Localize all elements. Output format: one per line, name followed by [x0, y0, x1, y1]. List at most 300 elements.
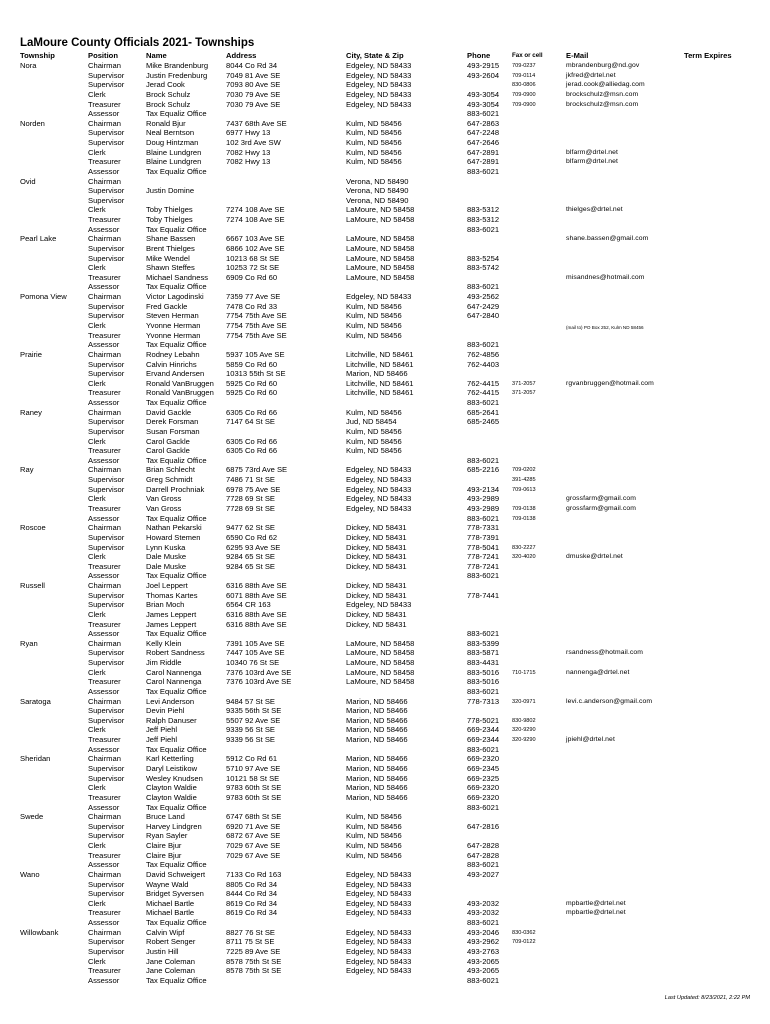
phone-cell: 883-5254 — [467, 253, 500, 263]
address-cell: 8044 Co Rd 34 — [226, 61, 278, 70]
city-cell: Kulm, ND 58456 — [346, 128, 402, 138]
official-name-cell: Brian Schlecht — [146, 465, 195, 475]
email-cell: nannenga@drtel.net — [566, 668, 630, 676]
phone-cell: 778-7241 — [467, 552, 500, 562]
official-name-cell: Tax Equaliz Office — [146, 571, 207, 581]
official-name-cell: Tax Equaliz Office — [146, 109, 207, 119]
official-name-cell: Jeff Piehl — [146, 725, 178, 735]
official-name-cell: Tax Equaliz Office — [146, 918, 207, 928]
position-cell: Supervisor — [88, 946, 125, 956]
position-cell: Treasurer — [88, 677, 121, 687]
fax-cell: 371-2057 — [512, 380, 536, 387]
official-name-cell: Calvin Wipf — [146, 927, 185, 937]
city-cell: Kulm, ND 58456 — [346, 147, 402, 157]
official-name-cell: Shawn Steffes — [146, 263, 195, 273]
phone-cell: 883-5016 — [467, 677, 500, 687]
phone-cell: 778-7331 — [467, 523, 500, 533]
position-cell: Chairman — [88, 638, 121, 648]
city-cell: LaMoure, ND 58458 — [346, 253, 415, 263]
email-cell: rsandness@hotmail.com — [566, 649, 643, 657]
phone-cell: 778-5041 — [467, 542, 500, 552]
phone-cell: 762-4403 — [467, 359, 500, 369]
address-cell: 7274 108 Ave SE — [226, 215, 285, 225]
city-cell: LaMoure, ND 58458 — [346, 658, 415, 668]
city-cell: Marion, ND 58466 — [346, 754, 408, 764]
official-name-cell: James Leppert — [146, 609, 197, 619]
official-name-cell: Tax Equaliz Office — [146, 802, 207, 812]
address-cell: 102 3rd Ave SW — [226, 138, 281, 148]
fax-cell: 709-0122 — [512, 939, 536, 946]
address-cell: 5859 Co Rd 60 — [226, 359, 278, 369]
phone-cell: 647-2863 — [467, 118, 500, 128]
official-name-cell: Wesley Knudsen — [146, 773, 203, 783]
official-name-cell: Greg Schmidt — [146, 475, 193, 485]
city-cell: Litchville, ND 58461 — [346, 388, 414, 398]
official-name-cell: Brock Schulz — [146, 99, 191, 109]
city-cell: Edgeley, ND 58433 — [346, 869, 412, 879]
official-name-cell: Jane Coleman — [146, 956, 195, 966]
position-cell: Clerk — [88, 552, 106, 562]
address-cell: 7376 103rd Ave SE — [226, 677, 292, 687]
official-name-cell: Susan Forsman — [146, 426, 200, 436]
position-cell: Assessor — [88, 398, 120, 408]
fax-cell: 709-0202 — [512, 467, 536, 474]
position-cell: Supervisor — [88, 590, 125, 600]
position-cell: Treasurer — [88, 272, 121, 282]
position-cell: Assessor — [88, 629, 120, 639]
position-cell: Supervisor — [88, 311, 125, 321]
phone-cell: 883-6021 — [467, 860, 500, 870]
phone-cell: 883-5399 — [467, 638, 500, 648]
position-cell: Treasurer — [88, 850, 121, 860]
city-cell: Marion, ND 58466 — [346, 706, 408, 716]
position-cell: Clerk — [88, 956, 106, 966]
position-cell: Chairman — [88, 696, 121, 706]
phone-cell: 883-6021 — [467, 166, 500, 176]
official-name-cell: Shane Bassen — [146, 234, 196, 244]
address-cell: 10253 72 St SE — [226, 263, 280, 273]
position-cell: Supervisor — [88, 186, 125, 196]
official-name-cell: Lynn Kuska — [146, 542, 186, 552]
email-cell: mpbartle@drtel.net — [566, 899, 626, 907]
position-cell: Treasurer — [88, 388, 121, 398]
position-cell: Assessor — [88, 918, 120, 928]
position-cell: Clerk — [88, 609, 106, 619]
city-cell: Kulm, ND 58456 — [346, 330, 402, 340]
position-cell: Assessor — [88, 282, 120, 292]
phone-cell: 493-2604 — [467, 70, 500, 80]
official-name-cell: Tax Equaliz Office — [146, 629, 207, 639]
address-cell: 9284 65 St SE — [226, 552, 275, 562]
official-name-cell: David Gackle — [146, 407, 192, 417]
phone-cell: 493-2065 — [467, 956, 500, 966]
position-cell: Assessor — [88, 109, 120, 119]
address-cell: 7728 69 St SE — [226, 503, 275, 513]
email-cell: thielges@drtel.net — [566, 206, 623, 214]
phone-cell: 778-7241 — [467, 561, 500, 571]
address-cell: 6316 88th Ave SE — [226, 619, 287, 629]
official-name-cell: Brock Schulz — [146, 89, 191, 99]
official-name-cell: Neal Berntson — [146, 128, 195, 138]
city-cell: LaMoure, ND 58458 — [346, 272, 415, 282]
address-cell: 8444 Co Rd 34 — [226, 889, 278, 899]
official-name-cell: Harvey Lindgren — [146, 821, 202, 831]
address-cell: 7030 79 Ave SE — [226, 89, 281, 99]
address-cell: 6978 75 Ave SE — [226, 484, 281, 494]
position-cell: Clerk — [88, 205, 106, 215]
phone-cell: 883-6021 — [467, 224, 500, 234]
email-cell: blfarm@drtel.net — [566, 148, 618, 156]
phone-cell: 493-3054 — [467, 99, 500, 109]
phone-cell: 493-2989 — [467, 494, 500, 504]
phone-cell: 669-2344 — [467, 725, 500, 735]
phone-cell: 883-6021 — [467, 975, 500, 985]
address-cell: 7093 80 Ave SE — [226, 80, 281, 90]
official-name-cell: Dale Muske — [146, 552, 187, 562]
position-cell: Treasurer — [88, 99, 121, 109]
official-name-cell: Tax Equaliz Office — [146, 398, 207, 408]
address-cell: 8805 Co Rd 34 — [226, 879, 278, 889]
address-cell: 7447 105 Ave SE — [226, 648, 285, 658]
official-name-cell: Kelly Klein — [146, 638, 182, 648]
position-cell: Chairman — [88, 581, 121, 591]
city-cell: Edgeley, ND 58433 — [346, 966, 412, 976]
official-name-cell: Michael Bartle — [146, 908, 195, 918]
official-name-cell: Van Gross — [146, 494, 182, 504]
position-cell: Assessor — [88, 802, 120, 812]
address-cell: 6305 Co Rd 66 — [226, 407, 278, 417]
address-cell: 7029 67 Ave SE — [226, 841, 281, 851]
city-cell: Marion, ND 58466 — [346, 773, 408, 783]
email-cell: levi.c.anderson@gmail.com — [566, 697, 653, 705]
position-cell: Supervisor — [88, 773, 125, 783]
address-cell: 6305 Co Rd 66 — [226, 436, 278, 446]
official-name-cell: Daryl Leistikow — [146, 763, 198, 773]
official-name-cell: Michael Bartle — [146, 898, 195, 908]
col-header-fax: Fax or cell — [512, 52, 543, 59]
phone-cell: 883-6021 — [467, 455, 500, 465]
township-name: Roscoe — [20, 523, 46, 533]
official-name-cell: Tax Equaliz Office — [146, 860, 207, 870]
address-cell: 7030 79 Ave SE — [226, 99, 281, 109]
address-cell: 6875 73rd Ave SE — [226, 465, 288, 475]
fax-cell: 320-4020 — [512, 554, 536, 561]
township-name: Nora — [20, 61, 37, 70]
position-cell: Treasurer — [88, 157, 121, 167]
official-name-cell: Michael Sandness — [146, 272, 209, 282]
official-name-cell: Nathan Pekarski — [146, 523, 202, 533]
city-cell: Edgeley, ND 58433 — [346, 99, 412, 109]
city-cell: Kulm, ND 58456 — [346, 407, 402, 417]
phone-cell: 493-2065 — [467, 966, 500, 976]
township-name: Sheridan — [20, 754, 51, 764]
position-cell: Clerk — [88, 321, 106, 330]
position-cell: Supervisor — [88, 937, 125, 947]
official-name-cell: Tax Equaliz Office — [146, 166, 207, 176]
phone-cell: 883-5312 — [467, 205, 500, 215]
township-name: Ryan — [20, 638, 38, 648]
city-cell: Kulm, ND 58456 — [346, 426, 402, 436]
address-cell: 9477 62 St SE — [226, 523, 275, 533]
city-cell: Litchville, ND 58461 — [346, 378, 414, 388]
email-cell: rgvanbruggen@hotmail.com — [566, 379, 654, 387]
official-name-cell: Rodney Lebahn — [146, 349, 200, 359]
address-cell: 6316 88th Ave SE — [226, 581, 287, 591]
fax-cell: 709-0900 — [512, 91, 536, 98]
position-cell: Clerk — [88, 898, 106, 908]
city-cell: Kulm, ND 58456 — [346, 301, 402, 311]
official-name-cell: Jane Coleman — [146, 966, 195, 976]
phone-cell: 883-6021 — [467, 282, 500, 292]
position-cell: Supervisor — [88, 128, 125, 138]
address-cell: 6747 68th St SE — [226, 812, 282, 822]
address-cell: 8578 75th St SE — [226, 966, 282, 976]
position-cell: Chairman — [88, 812, 121, 822]
official-name-cell: Justin Domine — [146, 186, 195, 196]
email-cell: grossfarm@gmail.com — [566, 504, 636, 512]
city-cell: LaMoure, ND 58458 — [346, 243, 415, 253]
city-cell: Edgeley, ND 58433 — [346, 908, 412, 918]
address-cell: 8711 75 St SE — [226, 937, 275, 947]
position-cell: Assessor — [88, 513, 120, 523]
fax-cell: 391-4285 — [512, 477, 536, 484]
address-cell: 10340 76 St SE — [226, 658, 280, 668]
position-cell: Supervisor — [88, 706, 125, 716]
official-name-cell: Blaine Lundgren — [146, 147, 202, 157]
position-cell: Chairman — [88, 927, 121, 937]
city-cell: Dickey, ND 58431 — [346, 523, 407, 533]
fax-cell: 371-2057 — [512, 390, 536, 397]
email-cell: brockschulz@msn.com — [566, 100, 639, 108]
address-cell: 9783 60th St SE — [226, 792, 282, 802]
official-name-cell: Robert Senger — [146, 937, 196, 947]
official-name-cell: Carol Nannenga — [146, 677, 202, 687]
official-name-cell: Claire Bjur — [146, 850, 182, 860]
phone-cell: 883-6021 — [467, 918, 500, 928]
official-name-cell: Wayne Wald — [146, 879, 189, 889]
address-cell: 6866 102 Ave SE — [226, 243, 285, 253]
city-cell: Edgeley, ND 58433 — [346, 465, 412, 475]
official-name-cell: Justin Fredenburg — [146, 70, 208, 80]
city-cell: LaMoure, ND 58458 — [346, 263, 415, 273]
official-name-cell: Thomas Kartes — [146, 590, 198, 600]
phone-cell: 883-6021 — [467, 629, 500, 639]
city-cell: Edgeley, ND 58433 — [346, 946, 412, 956]
city-cell: Marion, ND 58466 — [346, 783, 408, 793]
position-cell: Treasurer — [88, 966, 121, 976]
city-cell: LaMoure, ND 58458 — [346, 215, 415, 225]
city-cell: Marion, ND 58466 — [346, 696, 408, 706]
address-cell: 5507 92 Ave SE — [226, 715, 281, 725]
official-name-cell: Clayton Waldie — [146, 792, 197, 802]
email-cell: (mail to) PO Box 252, Kulm ND 58456 — [566, 325, 644, 330]
official-name-cell: Karl Ketterling — [146, 754, 194, 764]
address-cell: 5925 Co Rd 60 — [226, 388, 278, 398]
city-cell: Verona, ND 58490 — [346, 195, 409, 205]
city-cell: Marion, ND 58466 — [346, 725, 408, 735]
position-cell: Clerk — [88, 263, 106, 273]
position-cell: Supervisor — [88, 417, 125, 427]
position-cell: Supervisor — [88, 532, 125, 542]
fax-cell: 320-9290 — [512, 737, 536, 744]
phone-cell: 778-5021 — [467, 715, 500, 725]
official-name-cell: Derek Forsman — [146, 417, 199, 427]
phone-cell: 778-7441 — [467, 590, 500, 600]
position-cell: Clerk — [88, 841, 106, 851]
position-cell: Supervisor — [88, 369, 125, 379]
address-cell: 6305 Co Rd 66 — [226, 446, 278, 456]
position-cell: Supervisor — [88, 879, 125, 889]
email-cell: mpbartle@drtel.net — [566, 909, 626, 917]
address-cell: 9284 65 St SE — [226, 561, 275, 571]
col-header-phone: Phone — [467, 51, 491, 60]
email-cell: jkfred@drtel.net — [566, 71, 616, 79]
city-cell: Jud, ND 58454 — [346, 417, 397, 427]
position-cell: Supervisor — [88, 831, 125, 841]
position-cell: Clerk — [88, 89, 106, 99]
email-cell: grossfarm@gmail.com — [566, 495, 636, 503]
township-name: Norden — [20, 118, 45, 128]
official-name-cell: Tax Equaliz Office — [146, 975, 207, 985]
township-name: Prairie — [20, 349, 42, 359]
township-name: Pomona View — [20, 292, 67, 302]
official-name-cell: Brent Thielges — [146, 243, 195, 253]
position-cell: Assessor — [88, 455, 120, 465]
official-name-cell: Carol Gackle — [146, 446, 190, 456]
position-cell: Treasurer — [88, 561, 121, 571]
official-name-cell: Howard Stemen — [146, 532, 201, 542]
official-name-cell: Carol Gackle — [146, 436, 190, 446]
city-cell: Dickey, ND 58431 — [346, 542, 407, 552]
official-name-cell: Joel Leppert — [146, 581, 188, 591]
city-cell: Edgeley, ND 58433 — [346, 937, 412, 947]
official-name-cell: Yvonne Herman — [146, 321, 201, 330]
fax-cell: 320-0971 — [512, 698, 536, 705]
phone-cell: 493-2962 — [467, 937, 500, 947]
address-cell: 7225 89 Ave SE — [226, 946, 281, 956]
phone-cell: 493-2134 — [467, 484, 500, 494]
address-cell: 6909 Co Rd 60 — [226, 272, 278, 282]
position-cell: Treasurer — [88, 619, 121, 629]
phone-cell: 493-3054 — [467, 89, 500, 99]
position-cell: Assessor — [88, 224, 120, 234]
official-name-cell: Carol Nannenga — [146, 667, 202, 677]
city-cell: Kulm, ND 58456 — [346, 446, 402, 456]
city-cell: LaMoure, ND 58458 — [346, 205, 415, 215]
official-name-cell: Toby Thielges — [146, 205, 193, 215]
city-cell: Edgeley, ND 58433 — [346, 889, 412, 899]
township-name: Ray — [20, 465, 34, 475]
official-name-cell: David Schweigert — [146, 869, 206, 879]
phone-cell: 669-2320 — [467, 792, 500, 802]
city-cell: Kulm, ND 58456 — [346, 321, 402, 330]
phone-cell: 647-2891 — [467, 147, 500, 157]
city-cell: Litchville, ND 58461 — [346, 359, 414, 369]
fax-cell: 709-0613 — [512, 486, 536, 493]
city-cell: Dickey, ND 58431 — [346, 609, 407, 619]
address-cell: 5937 105 Ave SE — [226, 349, 285, 359]
city-cell: Kulm, ND 58456 — [346, 841, 402, 851]
phone-cell: 685-2465 — [467, 417, 500, 427]
official-name-cell: Doug Hintzman — [146, 138, 199, 148]
phone-cell: 493-2763 — [467, 946, 500, 956]
phone-cell: 883-4431 — [467, 658, 500, 668]
position-cell: Treasurer — [88, 908, 121, 918]
position-cell: Supervisor — [88, 889, 125, 899]
position-cell: Assessor — [88, 166, 120, 176]
address-cell: 7728 69 St SE — [226, 494, 275, 504]
address-cell: 5710 97 Ave SE — [226, 763, 281, 773]
address-cell: 7029 67 Ave SE — [226, 850, 281, 860]
address-cell: 6564 CR 163 — [226, 600, 271, 610]
address-cell: 9339 56 St SE — [226, 735, 275, 745]
position-cell: Supervisor — [88, 301, 125, 311]
position-cell: Clerk — [88, 494, 106, 504]
position-cell: Treasurer — [88, 446, 121, 456]
phone-cell: 647-2828 — [467, 850, 500, 860]
position-cell: Assessor — [88, 975, 120, 985]
position-cell: Chairman — [88, 407, 121, 417]
city-cell: Dickey, ND 58431 — [346, 532, 407, 542]
city-cell: Kulm, ND 58456 — [346, 812, 402, 822]
township-name: Pearl Lake — [20, 234, 57, 244]
position-cell: Chairman — [88, 234, 121, 244]
official-name-cell: Tax Equaliz Office — [146, 455, 207, 465]
address-cell: 7082 Hwy 13 — [226, 157, 271, 167]
phone-cell: 778-7313 — [467, 696, 500, 706]
address-cell: 6316 88th Ave SE — [226, 609, 287, 619]
position-cell: Supervisor — [88, 763, 125, 773]
city-cell: Edgeley, ND 58433 — [346, 956, 412, 966]
email-cell: jpiehl@drtel.net — [566, 736, 615, 744]
position-cell: Supervisor — [88, 426, 125, 436]
city-cell: Edgeley, ND 58433 — [346, 503, 412, 513]
position-cell: Treasurer — [88, 792, 121, 802]
address-cell: 7147 64 St SE — [226, 417, 275, 427]
township-name: Ovid — [20, 176, 36, 186]
position-cell: Chairman — [88, 869, 121, 879]
official-name-cell: Tax Equaliz Office — [146, 513, 207, 523]
address-cell: 6872 67 Ave SE — [226, 831, 281, 841]
phone-cell: 669-2345 — [467, 763, 500, 773]
city-cell: Edgeley, ND 58433 — [346, 494, 412, 504]
address-cell: 6071 88th Ave SE — [226, 590, 287, 600]
phone-cell: 647-2816 — [467, 821, 500, 831]
position-cell: Treasurer — [88, 330, 121, 340]
position-cell: Clerk — [88, 436, 106, 446]
phone-cell: 762-4415 — [467, 378, 500, 388]
position-cell: Supervisor — [88, 253, 125, 263]
city-cell: Dickey, ND 58431 — [346, 552, 407, 562]
city-cell: LaMoure, ND 58458 — [346, 648, 415, 658]
position-cell: Supervisor — [88, 70, 125, 80]
position-cell: Chairman — [88, 292, 121, 302]
address-cell: 9783 60th St SE — [226, 783, 282, 793]
phone-cell: 883-6021 — [467, 109, 500, 119]
col-header-email: E-Mail — [566, 51, 589, 60]
col-header-position: Position — [88, 51, 118, 60]
address-cell: 7478 Co Rd 33 — [226, 301, 278, 311]
phone-cell: 647-2840 — [467, 311, 500, 321]
city-cell: Verona, ND 58490 — [346, 176, 409, 186]
city-cell: Kulm, ND 58456 — [346, 138, 402, 148]
township-name: Swede — [20, 812, 44, 822]
position-cell: Clerk — [88, 378, 106, 388]
position-cell: Assessor — [88, 571, 120, 581]
city-cell: Dickey, ND 58431 — [346, 581, 407, 591]
address-cell: 8827 76 St SE — [226, 927, 275, 937]
address-cell: 7754 75th Ave SE — [226, 321, 287, 330]
